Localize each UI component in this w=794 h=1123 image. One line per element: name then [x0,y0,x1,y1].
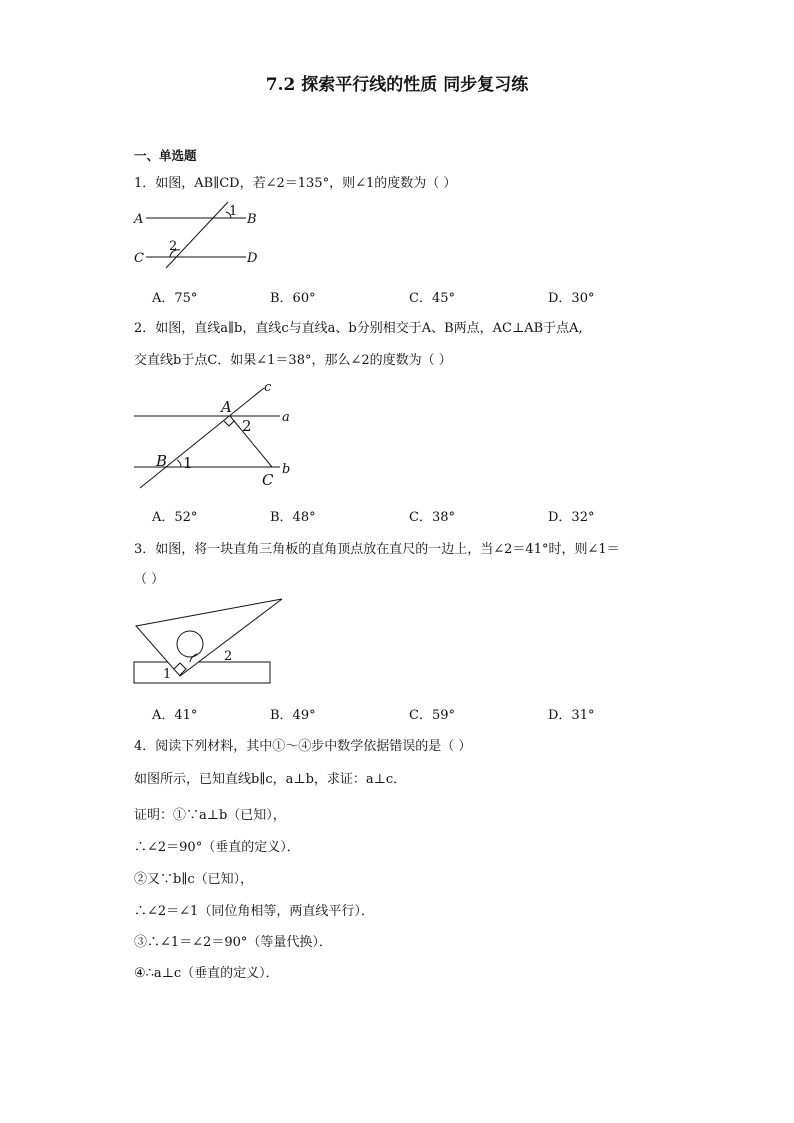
label-angle-1: 1 [183,454,193,472]
proof-line: 证明：①∵a⊥b（已知）， [134,808,286,823]
label-C: C [134,251,144,266]
question-2-stem-line-1: 2．如图，直线a∥b，直线c与直线a、b分别相交于A、B两点，AC⊥AB于点A, [134,321,583,336]
label-angle-1: 1 [163,667,172,682]
ruler [134,662,270,683]
option-c: C．38° [409,510,455,525]
question-2-options [152,506,712,525]
angle-1-arc [177,460,181,467]
question-3-options [152,704,712,723]
option-d: D．31° [548,708,595,723]
label-C: C [262,471,274,489]
proof-line: ∴∠2＝90°（垂直的定义）． [134,840,300,855]
option-d: D．32° [548,510,595,525]
label-angle-2: 2 [169,239,178,254]
option-c: C．45° [409,291,455,306]
question-4-given: 如图所示，已知直线b∥c，a⊥b，求证：a⊥c． [134,772,407,787]
label-A: A [221,398,232,416]
option-b: B．60° [270,291,316,306]
question-3-figure [130,596,290,690]
question-1-figure [130,198,270,270]
question-2-stem-line-2: 交直线b于点C．如果∠1＝38°，那么∠2的度数为（ ） [134,353,452,368]
question-3-stem-line-2: （ ） [134,572,165,587]
right-angle-mark [224,421,234,426]
label-angle-2: 2 [224,649,233,664]
proof-line: ④∴a⊥c（垂直的定义）． [134,966,279,981]
label-A: A [134,212,144,227]
option-c: C．59° [409,708,455,723]
line-c [140,388,264,488]
label-c: c [264,380,272,395]
label-angle-1: 1 [229,204,238,219]
label-B: B [247,212,257,227]
question-1-stem: 1．如图，AB∥CD，若∠2＝135°，则∠1的度数为（ ） [134,176,457,191]
option-a: A．52° [152,510,198,525]
label-b: b [282,462,291,477]
option-b: B．49° [270,708,316,723]
label-angle-2: 2 [242,417,252,435]
label-B: B [156,452,168,470]
proof-line: ②又∵b∥c（已知）， [134,872,254,887]
question-2-figure [130,378,310,490]
option-b: B．48° [270,510,316,525]
question-3-stem-line-1: 3．如图，将一块直角三角板的直角顶点放在直尺的一边上，当∠2＝41°时，则∠1＝ [134,542,620,557]
label-a: a [282,410,290,425]
question-1-options [152,287,712,306]
page-title: 7.2 探索平行线的性质 同步复习练 [265,75,529,95]
section-heading: 一、单选题 [134,148,197,163]
transversal [166,202,228,268]
set-square [136,599,282,676]
question-4-stem: 4．阅读下列材料，其中①～④步中数学依据错误的是（ ） [134,739,472,754]
option-d: D．30° [548,291,595,306]
label-D: D [247,251,258,266]
option-a: A．41° [152,708,198,723]
proof-line: ∴∠2＝∠1（同位角相等，两直线平行）． [134,904,374,919]
option-a: A．75° [152,291,198,306]
proof-line: ③∴∠1＝∠2＝90°（等量代换）． [134,935,332,950]
